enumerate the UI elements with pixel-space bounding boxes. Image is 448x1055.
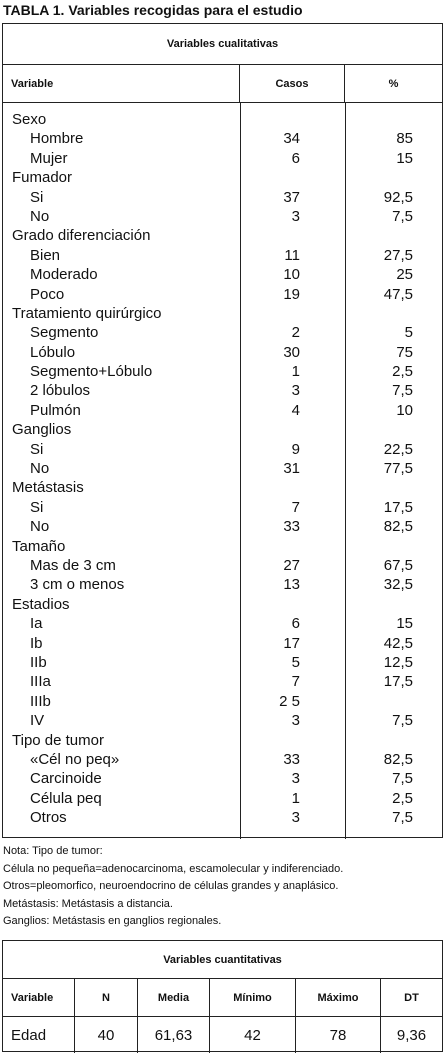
table-row [3,459,442,478]
cell-variable: Grado diferenciación [12,227,151,245]
note-line: Nota: Tipo de tumor: [3,845,103,857]
cell-percent: 47,5 [383,285,413,303]
cell-minimo: 42 [210,1017,296,1053]
cell-variable: IV [30,712,45,730]
cell-variable: Si [30,498,44,516]
column-header-maximo: Máximo [296,979,381,1016]
cell-variable: Tratamiento quirúrgico [12,304,162,322]
table-row [3,265,442,284]
note-line: Metástasis: Metástasis a distancia. [3,897,173,910]
table-row [3,769,442,788]
cell-percent: 27,5 [383,246,413,264]
note-line: Célula no pequeña=adenocarcinoma, escamolecular y indiferenciado. [3,862,344,875]
cell-casos: 19 [283,285,300,303]
column-header-minimo: Mínimo [210,979,296,1016]
table-row [3,692,442,711]
column-header-variable: Variable [3,979,75,1016]
cell-percent [300,168,413,187]
table-row [3,343,442,362]
table-row [3,207,442,226]
cell-percent: 17,5 [383,673,413,691]
table-row [3,614,442,633]
cell-percent: 67,5 [383,556,413,574]
cell-percent: 5 [404,324,413,342]
cell-percent: 32,5 [383,576,413,594]
cell-percent: 15 [396,149,413,167]
cell-variable: Edad [3,1017,75,1053]
cell-casos [240,595,300,614]
cell-maximo: 78 [296,1017,381,1053]
qualitative-section-header: Variables cualitativas [3,24,442,65]
cell-variable: Lóbulo [30,343,76,361]
cell-casos: 31 [283,460,300,478]
table-group-row [3,731,442,750]
column-header-casos: Casos [240,65,345,102]
cell-variable: Segmento+Lóbulo [30,363,153,381]
cell-percent [300,537,413,556]
cell-casos: 9 [291,440,300,458]
cell-variable: Si [30,188,44,206]
table-group-row [3,226,442,245]
cell-variable: Estadios [12,595,70,613]
qualitative-rows [3,103,442,839]
cell-variable: Ganglios [12,421,72,439]
cell-variable: IIIa [30,673,51,691]
cell-casos: 3 [291,382,300,400]
cell-percent [300,595,413,614]
cell-casos: 7 [291,673,300,691]
table-row [3,188,442,207]
cell-casos: 37 [283,188,300,206]
cell-percent: 25 [396,266,413,284]
cell-percent: 7,5 [392,207,413,225]
cell-variable: Si [30,440,44,458]
cell-casos: 4 [291,401,300,419]
cell-percent: 92,5 [383,188,413,206]
cell-casos: 2 5 [279,692,300,710]
cell-variable: Bien [30,246,61,264]
cell-percent [300,304,413,323]
qualitative-table [2,23,443,838]
cell-casos: 3 [291,712,300,730]
cell-variable: «Cél no peq» [30,750,120,768]
table-row [3,323,442,342]
table-row [3,750,442,769]
cell-variable: Pulmón [30,401,81,419]
table-row [3,672,442,691]
cell-casos [240,110,300,129]
cell-casos: 6 [291,615,300,633]
table-row [3,498,442,517]
qualitative-table-body [3,103,442,839]
cell-casos [240,420,300,439]
table-row [3,711,442,730]
cell-variable: Otros [30,809,67,827]
cell-percent: 42,5 [383,634,413,652]
table-group-row [3,168,442,187]
table-row [3,401,442,420]
table-group-row [3,537,442,556]
note-line: Ganglios: Metástasis en ganglios regionales. [3,915,222,928]
qualitative-column-headers [3,65,442,103]
cell-variable: Carcinoide [30,770,102,788]
table-group-row [3,478,442,497]
cell-variable: Ia [30,615,43,633]
cell-variable: No [30,518,50,536]
cell-casos [240,304,300,323]
cell-casos: 3 [291,207,300,225]
cell-casos: 1 [291,789,300,807]
table-row [3,634,442,653]
cell-casos: 33 [283,518,300,536]
cell-variable: Metástasis [12,479,84,497]
cell-casos: 3 [291,770,300,788]
cell-variable: Tamaño [12,537,66,555]
cell-casos: 30 [283,343,300,361]
cell-percent: 15 [396,615,413,633]
cell-casos [240,537,300,556]
note-line: Otros=pleomorfico, neuroendocrino de células grandes y anaplásico. [3,880,339,893]
table-row [3,149,442,168]
cell-percent: 2,5 [392,789,413,807]
cell-variable: Fumador [12,169,73,187]
cell-percent [300,226,413,245]
cell-percent: 7,5 [392,712,413,730]
cell-casos: 34 [283,130,300,148]
cell-casos: 11 [284,246,300,264]
cell-percent: 75 [396,343,413,361]
cell-media: 61,63 [138,1017,210,1053]
cell-variable: 3 cm o menos [30,576,125,594]
cell-percent: 7,5 [392,770,413,788]
cell-percent: 12,5 [383,653,413,671]
cell-percent [300,692,413,711]
cell-percent: 22,5 [383,440,413,458]
cell-casos: 7 [291,498,300,516]
column-header-percent: % [388,77,399,90]
cell-percent: 85 [396,130,413,148]
table-title: TABLA 1. Variables recogidas para el estudio [3,2,303,18]
cell-casos: 13 [283,576,300,594]
table-row [3,362,442,381]
cell-casos: 33 [283,750,300,768]
cell-casos: 2 [291,324,300,342]
table-group-row [3,595,442,614]
table-group-row [3,420,442,439]
cell-percent: 7,5 [392,382,413,400]
table-row [3,517,442,536]
table-row [3,1017,442,1053]
table-group-row [3,304,442,323]
cell-percent [300,110,413,129]
table-row [3,556,442,575]
column-header-variable: Variable [3,65,240,102]
cell-n: 40 [75,1017,138,1053]
cell-variable: No [30,460,50,478]
cell-casos [240,168,300,187]
table-row [3,285,442,304]
cell-variable: IIIb [30,692,51,710]
cell-casos: 17 [283,634,300,652]
quantitative-table [2,940,443,1052]
table-group-row [3,110,442,129]
cell-variable: Sexo [12,111,47,128]
cell-casos [240,478,300,497]
cell-casos: 3 [291,809,300,827]
cell-percent: 82,5 [383,750,413,768]
cell-variable: Mujer [30,149,68,167]
cell-variable: Moderado [30,266,98,284]
table-row [3,440,442,459]
cell-casos: 1 [291,363,300,381]
cell-variable: Mas de 3 cm [30,556,116,574]
cell-percent: 10 [396,401,413,419]
cell-percent: 77,5 [383,460,413,478]
cell-variable: Tipo de tumor [12,731,104,749]
quantitative-column-headers [3,979,442,1017]
cell-variable: Ib [30,634,43,652]
cell-percent: 17,5 [383,498,413,516]
cell-percent [300,420,413,439]
table-notes [3,843,343,931]
cell-variable: IIb [30,653,47,671]
column-header-n: N [75,979,138,1016]
table-row [3,789,442,808]
cell-casos: 27 [283,556,300,574]
column-divider [240,103,241,839]
cell-variable: No [30,207,50,225]
cell-variable: Hombre [30,130,84,148]
cell-casos [240,731,300,750]
cell-casos: 10 [283,266,300,284]
column-header-media: Media [138,979,210,1016]
cell-variable: Segmento [30,324,99,342]
table-row [3,653,442,672]
cell-variable: 2 lóbulos [30,382,91,400]
cell-variable: Célula peq [30,789,102,807]
table-row [3,246,442,265]
column-header-dt: DT [404,991,419,1004]
cell-percent [300,731,413,750]
cell-casos [240,226,300,245]
cell-percent [300,478,413,497]
table-row [3,129,442,148]
cell-percent: 2,5 [392,363,413,381]
cell-percent: 82,5 [383,518,413,536]
cell-casos: 6 [291,149,300,167]
cell-variable: Poco [30,285,65,303]
cell-casos: 5 [291,653,300,671]
column-divider [345,103,346,839]
table-row [3,575,442,594]
table-row [3,808,442,827]
cell-dt: 9,36 [396,1026,427,1044]
quantitative-section-header: Variables cuantitativas [3,941,442,979]
cell-percent: 7,5 [392,809,413,827]
table-row [3,381,442,400]
